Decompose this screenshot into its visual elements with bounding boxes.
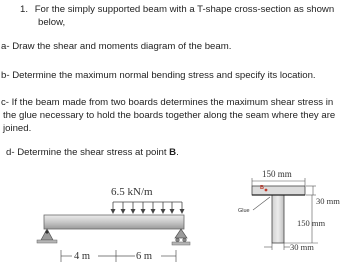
part-d-prefix: d- Determine the shear stress at point [6, 147, 170, 158]
beam [44, 215, 184, 229]
part-c-line1: c- If the beam made from two boards determines the maximum shear stress in [1, 97, 334, 108]
distributed-load [111, 202, 185, 214]
glue-label: Glue [238, 208, 250, 214]
span-left-label: 4 m [74, 251, 91, 262]
part-c-line2: the glue necessary to hold the boards together along the seam where they are [3, 110, 336, 121]
question-intro-line1: For the simply supported beam with a T-shape cross-section as shown [34, 4, 335, 15]
pin-support [37, 229, 57, 243]
web-thickness-label: 30 mm [290, 242, 314, 252]
part-d-point: B [169, 147, 177, 158]
web [272, 195, 284, 243]
part-a-text: a- Draw the shear and moments diagram of the beam. [1, 41, 232, 52]
beam-figure [37, 202, 190, 262]
point-b-label: B [260, 185, 264, 191]
roller-support [172, 229, 190, 245]
part-d-suffix: . [176, 147, 179, 158]
load-label: 6.5 kN/m [111, 186, 153, 198]
web-height-label: 150 mm [297, 218, 326, 228]
flange-width-label: 150 mm [262, 169, 292, 179]
flange-thickness-label: 30 mm [316, 196, 340, 206]
part-b-text: b- Determine the maximum normal bending stress and specify its location. [1, 70, 316, 81]
point-b-marker [265, 189, 268, 192]
question-number: 1. [20, 4, 29, 15]
part-c-line3: joined. [3, 123, 32, 134]
question-intro-line2: below, [38, 17, 66, 28]
span-right-label: 6 m [136, 251, 153, 262]
